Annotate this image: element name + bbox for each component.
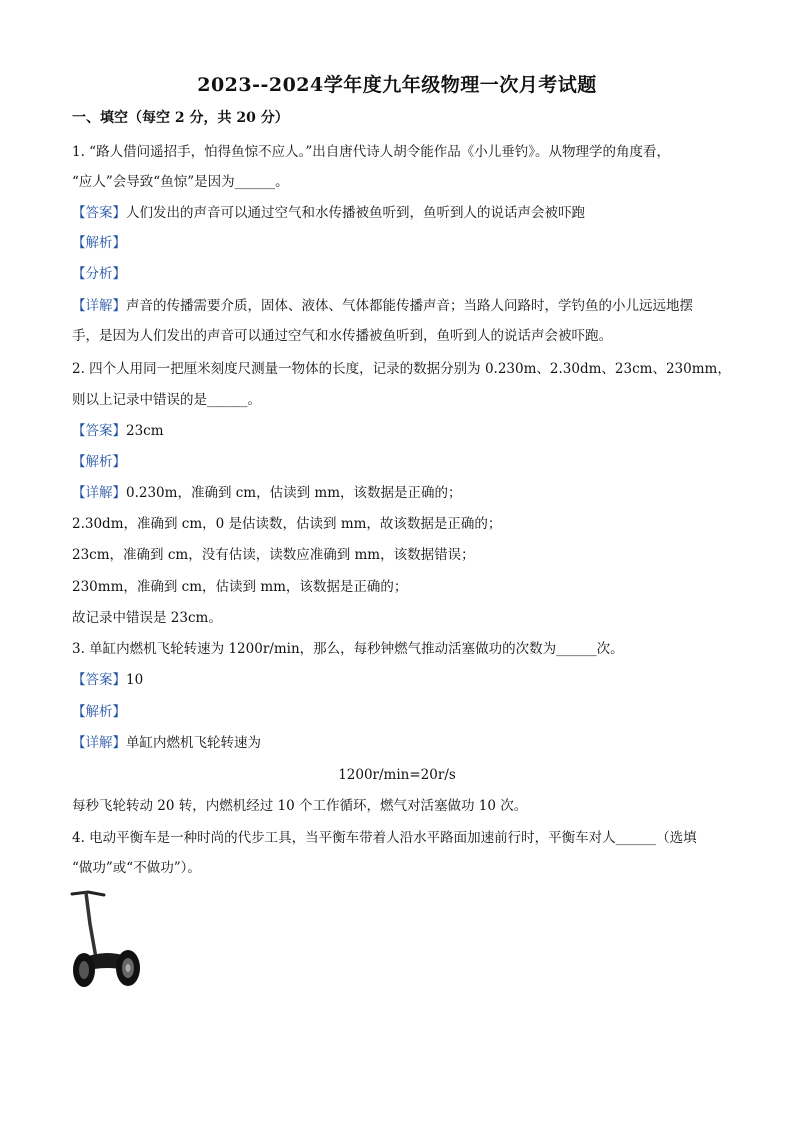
- q2-detail-line4: 230mm，准确到 cm，估读到 mm，该数据是正确的；: [72, 579, 408, 595]
- q3-jiexi: [72, 702, 732, 722]
- q1-fenxi: [72, 264, 732, 284]
- page-title: 2023--2024学年度九年级物理一次月考试题: [197, 74, 597, 96]
- jiexi-tag: 【解析】: [72, 704, 126, 720]
- q1-answer-text: 人们发出的声音可以通过空气和水传播被鱼听到，鱼听到人的说话声会被吓跑: [126, 205, 585, 221]
- answer-tag: 【答案】: [72, 423, 126, 439]
- answer-tag: 【答案】: [72, 672, 126, 688]
- q2-answer-text: 23cm: [126, 423, 164, 439]
- section-heading: 一、填空（每空 2 分，共 20 分）: [72, 110, 289, 126]
- q3-detail-text1: 单缸内燃机飞轮转速为: [126, 735, 261, 751]
- q3-formula: 1200r/min=20r/s: [338, 767, 456, 783]
- q4-stem-line2: “做功”或“不做功”）。: [72, 860, 201, 876]
- q1-detail-line2: 手，是因为人们发出的声音可以通过空气和水传播被鱼听到，鱼听到人的说话声会被吓跑。: [72, 328, 612, 344]
- q4-stem-line1: 4. 电动平衡车是一种时尚的代步工具，当平衡车带着人沿水平路面加速前行时，平衡车对人______（选填: [72, 830, 697, 846]
- xiangjie-tag: 【详解】: [72, 485, 126, 501]
- q3-answer-text: 10: [126, 672, 144, 688]
- q1-answer: [72, 203, 732, 223]
- q2-stem-line2: 则以上记录中错误的是______。: [72, 392, 261, 408]
- q3-detail-line1: [72, 733, 732, 753]
- q3-detail-line2: 每秒飞轮转动 20 转，内燃机经过 10 个工作循环，燃气对活塞做功 10 次。: [72, 798, 528, 814]
- q1-detail-line1: [72, 296, 732, 316]
- q3-stem-line1: 3. 单缸内燃机飞轮转速为 1200r/min，那么，每秒钟燃气推动活塞做功的次数为______次。: [72, 641, 624, 657]
- fenxi-tag: 【分析】: [72, 266, 126, 282]
- answer-tag: 【答案】: [72, 205, 126, 221]
- jiexi-tag: 【解析】: [72, 235, 126, 251]
- q1-jiexi: [72, 233, 732, 253]
- q2-answer: [72, 421, 732, 441]
- q2-stem-line1: 2. 四个人用同一把厘米刻度尺测量一物体的长度，记录的数据分别为 0.230m、2.30dm、23cm、230mm，: [72, 361, 731, 377]
- q1-detail-text1: 声音的传播需要介质，固体、液体、气体都能传播声音；当路人问路时，学钓鱼的小儿远远地摆: [126, 298, 693, 314]
- self-balancing-scooter-icon: [66, 886, 146, 996]
- jiexi-tag: 【解析】: [72, 454, 126, 470]
- xiangjie-tag: 【详解】: [72, 298, 126, 314]
- q2-detail-line2: 2.30dm，准确到 cm，0 是估读数，估读到 mm，故该数据是正确的；: [72, 516, 502, 532]
- q2-detail-line5: 故记录中错误是 23cm。: [72, 610, 222, 626]
- q1-stem-line2: “应人”会导致“鱼惊”是因为______。: [72, 174, 289, 190]
- q1-stem-line1: 1. “路人借问遥招手，怕得鱼惊不应人。”出自唐代诗人胡令能作品《小儿垂钓》。从物理学的角度看，: [72, 144, 670, 160]
- q2-detail-line1: [72, 483, 732, 503]
- q2-detail-line3: 23cm，准确到 cm，没有估读，读数应准确到 mm，该数据错误；: [72, 547, 475, 563]
- xiangjie-tag: 【详解】: [72, 735, 126, 751]
- q2-jiexi: [72, 452, 732, 472]
- q2-detail-text1: 0.230m，准确到 cm，估读到 mm，该数据是正确的；: [126, 485, 462, 501]
- q3-answer: [72, 670, 732, 690]
